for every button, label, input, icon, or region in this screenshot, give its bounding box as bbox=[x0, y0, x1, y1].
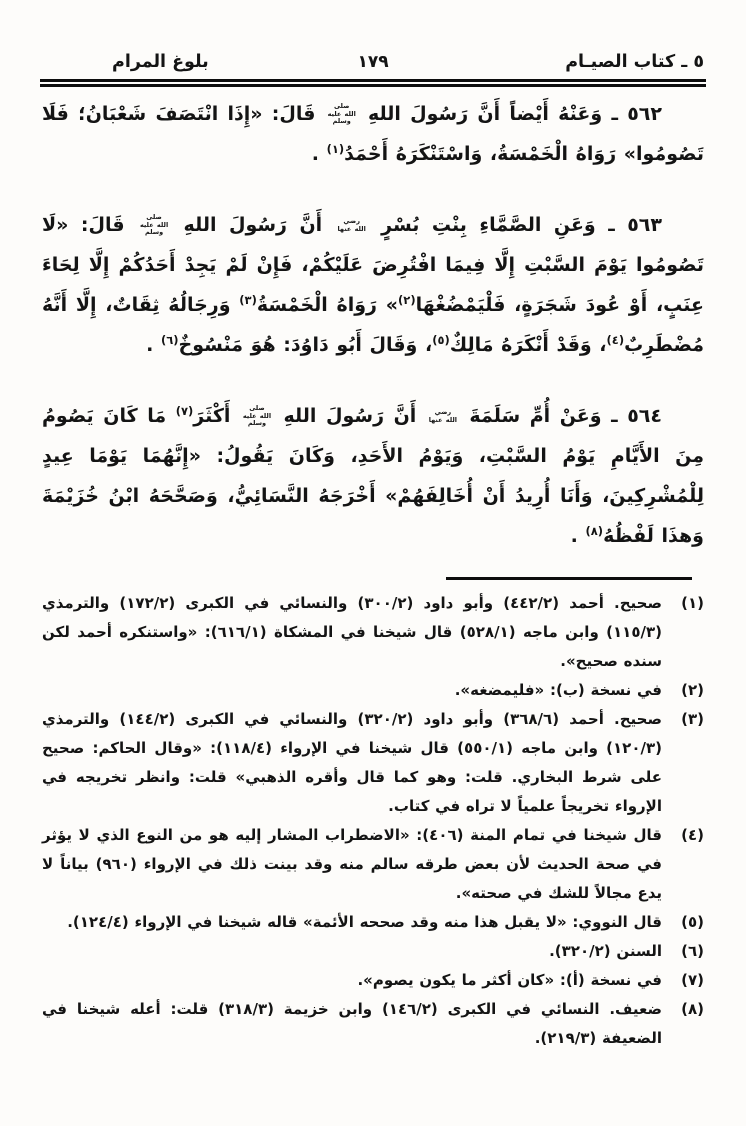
footnote-number: (٣) bbox=[681, 710, 704, 728]
footnote-item bbox=[42, 589, 704, 676]
book-title: بلوغ المرام bbox=[112, 52, 209, 72]
footnote-number: (٢) bbox=[681, 681, 704, 699]
hadith-paragraph: ٥٦٤ ـ وَعَنْ أُمِّ سَلَمَةَ رضي الله عنها أَنَّ رَسُولَ اللهِ صلى الله عليه وسلم أَكْثَرَ(٧) مَا كَانَ يَصُومُ مِنَ الأَيَّامِ يَوْمُ السَّبْتِ، وَيَوْمُ الأَحَدِ، وَكَانَ يَقُولُ: «إِنَّهُمَا يَوْمَا عِيدٍ لِلْمُشْرِكِينَ، وَأَنَا أُرِيدُ أَنْ أُخَالِفَهُمْ» أَخْرَجَهُ النَّسَائِيُّ، وَصَحَّحَهُ ابْنُ خُزَيْمَةَ وَهذَا لَفْظُهُ(٨) . bbox=[42, 404, 704, 547]
honorific-seal: صلى الله عليه وسلم bbox=[139, 213, 169, 237]
footnote-number: (٦) bbox=[681, 942, 704, 960]
honorific-seal: صلى الله عليه وسلم bbox=[327, 102, 356, 126]
footnote-item bbox=[42, 705, 704, 821]
footnote-item bbox=[42, 937, 704, 966]
footnote-number: (٨) bbox=[681, 1000, 704, 1018]
footnote-text: ضعيف. النسائي في الكبرى (١٤٦/٢) وابن خزيمة (٣١٨/٣) قلت: أعله شيخنا في الضعيفة (٢١٩/٣). bbox=[42, 1000, 662, 1047]
footnote-divider bbox=[446, 577, 692, 580]
hadith-number: ٥٦٣ bbox=[627, 214, 662, 236]
footnote-text: السنن (٣٢٠/٢). bbox=[549, 942, 662, 960]
honorific-seal: صلى الله عليه وسلم bbox=[242, 404, 272, 428]
footnote-item bbox=[42, 676, 704, 705]
footnote-text: في نسخة (أ): «كان أكثر ما يكون يصوم». bbox=[357, 971, 662, 989]
page-number: ١٧٩ bbox=[357, 52, 389, 72]
header-divider bbox=[40, 79, 706, 82]
honorific-seal: رضي الله عنها bbox=[337, 217, 366, 233]
hadith-paragraph: ٥٦٢ ـ وَعَنْهُ أَيْضاً أَنَّ رَسُولَ اللهِ صلى الله عليه وسلم قَالَ: «إِذَا انْتَصَفَ شَعْبَانُ؛ فَلَا تَصُومُوا» رَوَاهُ الْخَمْسَةُ، وَاسْتَنْكَرَهُ أَحْمَدُ(١) . bbox=[42, 102, 704, 165]
page-header bbox=[42, 52, 704, 72]
chapter-title: ٥ ـ كتاب الصيـام bbox=[565, 52, 704, 72]
footnote-number: (٧) bbox=[681, 971, 704, 989]
honorific-seal: رضي الله عنها bbox=[428, 408, 458, 424]
footnote-text: في نسخة (ب): «فليمضغه». bbox=[454, 681, 662, 699]
footnote-item bbox=[42, 908, 704, 937]
footnote-text: قال النووي: «لا يقبل هذا منه وقد صححه الأئمة» قاله شيخنا في الإرواء (١٢٤/٤). bbox=[67, 913, 662, 931]
footnote-text: صحيح. أحمد (٤٤٢/٢) وأبو داود (٣٠٠/٢) والنسائي في الكبرى (١٧٢/٢) والترمذي (١١٥/٣) وابن ماجه (٥٢٨/١) قال شيخنا في المشكاة (٦١٦/١): «واستنكره أحمد لكن سنده صحيح». bbox=[42, 594, 662, 670]
footnote-item bbox=[42, 966, 704, 995]
footnote-number: (١) bbox=[681, 594, 704, 612]
footnote-list bbox=[42, 589, 704, 1053]
footnote-item bbox=[42, 821, 704, 908]
hadith-list bbox=[42, 94, 704, 556]
hadith-paragraph: ٥٦٣ ـ وَعَنِ الصَّمَّاءِ بِنْتِ بُسْرٍ رضي الله عنها أَنَّ رَسُولَ اللهِ صلى الله عليه وسلم قَالَ: «لَا تَصُومُوا يَوْمَ السَّبْتِ إِلَّا فِيمَا افْتُرِضَ عَلَيْكُمْ، فَإِنْ لَمْ يَجِدْ أَحَدُكُمْ إِلَّا لِحَاءَ عِنَبٍ، أَوْ عُودَ شَجَرَةٍ، فَلْيَمْضُغْهَا(٢)» رَوَاهُ الْخَمْسَةُ(٣) وَرِجَالُهُ ثِقَاتٌ، إِلَّا أَنَّهُ مُضْطَرِبٌ(٤)، وَقَدْ أَنْكَرَهُ مَالِكٌ(٥)، وَقَالَ أَبُو دَاوُدَ: هُوَ مَنْسُوخٌ(٦) . bbox=[42, 213, 705, 356]
footnote-number: (٤) bbox=[681, 826, 704, 844]
footnote-text: صحيح. أحمد (٣٦٨/٦) وأبو داود (٣٢٠/٢) والنسائي في الكبرى (١٤٤/٢) والترمذي (١٢٠/٣) وابن ماجه (٥٥٠/١) قال شيخنا في الإرواء (١١٨/٤): «وقال الحاكم: صحيح على شرط البخاري. قلت: وهو كما قال وأقره الذهبي» قلت: وانظر تخريجه في الإرواء تخريجاً علمياً لا تراه في كتاب. bbox=[42, 710, 662, 815]
footnote-text: قال شيخنا في تمام المنة (٤٠٦): «الاضطراب المشار إليه هو من النوع الذي لا يؤثر في صحة الحديث لأن بعض طرقه سالم منه وقد بينت ذلك في الإرواء (٩٦٠) بياناً لا يدع مجالاً للشك في صحته». bbox=[42, 826, 663, 902]
footnote-number: (٥) bbox=[681, 913, 704, 931]
hadith-number: ٥٦٢ bbox=[627, 103, 662, 125]
footnote-item bbox=[42, 995, 704, 1053]
hadith-number: ٥٦٤ bbox=[627, 405, 662, 427]
